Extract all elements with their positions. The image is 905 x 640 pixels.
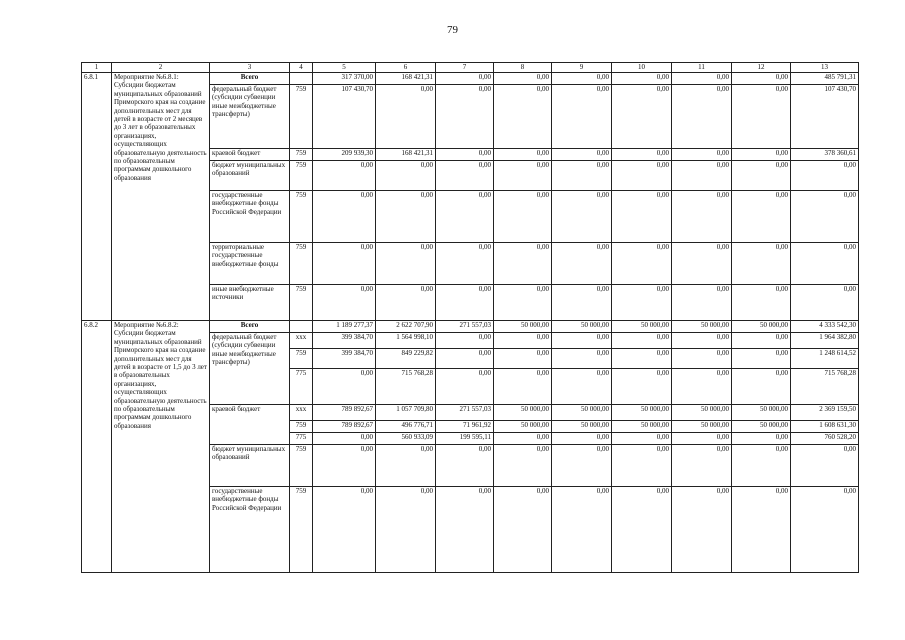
column-header: 13 — [791, 63, 859, 73]
value-cell: 317 370,00 — [313, 73, 376, 85]
total-cell: 0,00 — [791, 285, 859, 321]
total-cell: 1 248 614,52 — [791, 349, 859, 369]
value-cell: 0,00 — [612, 445, 672, 487]
value-cell: 496 776,71 — [376, 421, 436, 433]
value-cell: 0,00 — [436, 487, 494, 573]
total-cell: 0,00 — [791, 487, 859, 573]
value-cell: 0,00 — [376, 487, 436, 573]
value-cell: 50 000,00 — [552, 405, 612, 421]
total-cell: 4 333 542,30 — [791, 321, 859, 333]
value-cell: 0,00 — [376, 285, 436, 321]
budget-table — [81, 62, 859, 573]
value-cell: 0,00 — [612, 369, 672, 405]
value-cell: 50 000,00 — [612, 421, 672, 433]
value-cell: 0,00 — [313, 285, 376, 321]
value-cell: 271 557,03 — [436, 321, 494, 333]
funding-source: государственные внебюджетные фонды Российской Федерации — [210, 487, 290, 573]
measure-name: Мероприятие №6.8.1: Субсидии бюджетам муниципальных образований Приморского края на создание дополнительных мест для детей в возрасте от 2 месяцев до 3 лет в образовательных организациях, осуществляющих образовательную деятельность по образовательным программам дошкольного образования — [112, 73, 210, 321]
value-cell: 0,00 — [612, 161, 672, 191]
budget-code: 759 — [290, 149, 313, 161]
value-cell: 0,00 — [552, 433, 612, 445]
funding-source: Всего — [210, 73, 290, 85]
budget-code: 759 — [290, 85, 313, 149]
value-cell: 0,00 — [672, 433, 732, 445]
funding-source: федеральный бюджет (субсидии субвенции иные межбюджетные трансферты) — [210, 85, 290, 149]
budget-code: 759 — [290, 349, 313, 369]
value-cell: 50 000,00 — [732, 405, 791, 421]
funding-source: краевой бюджет — [210, 405, 290, 445]
value-cell: 0,00 — [612, 285, 672, 321]
value-cell: 0,00 — [732, 487, 791, 573]
funding-source: иные внебюджетные источники — [210, 285, 290, 321]
value-cell: 399 384,70 — [313, 349, 376, 369]
total-cell: 0,00 — [791, 243, 859, 285]
value-cell: 789 892,67 — [313, 421, 376, 433]
value-cell: 0,00 — [672, 487, 732, 573]
value-cell: 0,00 — [552, 73, 612, 85]
funding-source: бюджет муниципальных образований — [210, 445, 290, 487]
value-cell: 0,00 — [732, 285, 791, 321]
funding-source: федеральный бюджет (субсидии субвенции иные межбюджетные трансферты) — [210, 333, 290, 405]
value-cell: 0,00 — [672, 349, 732, 369]
value-cell: 50 000,00 — [494, 421, 552, 433]
value-cell: 2 622 707,90 — [376, 321, 436, 333]
value-cell: 199 595,11 — [436, 433, 494, 445]
value-cell: 0,00 — [376, 243, 436, 285]
value-cell: 0,00 — [552, 487, 612, 573]
value-cell: 0,00 — [313, 487, 376, 573]
value-cell: 0,00 — [313, 243, 376, 285]
value-cell: 107 430,70 — [313, 85, 376, 149]
column-header-row — [82, 63, 859, 73]
column-header: 4 — [290, 63, 313, 73]
value-cell: 0,00 — [436, 445, 494, 487]
value-cell: 560 933,09 — [376, 433, 436, 445]
value-cell: 715 768,28 — [376, 369, 436, 405]
value-cell: 0,00 — [732, 333, 791, 349]
total-cell: 0,00 — [791, 191, 859, 243]
table-row — [82, 73, 859, 85]
budget-code — [290, 73, 313, 85]
value-cell: 0,00 — [436, 161, 494, 191]
column-header: 7 — [436, 63, 494, 73]
total-cell: 1 608 631,30 — [791, 421, 859, 433]
value-cell: 0,00 — [313, 161, 376, 191]
value-cell: 0,00 — [436, 369, 494, 405]
total-cell: 2 369 159,50 — [791, 405, 859, 421]
value-cell: 0,00 — [612, 149, 672, 161]
funding-source: территориальные государственные внебюджетные фонды — [210, 243, 290, 285]
value-cell: 0,00 — [376, 445, 436, 487]
value-cell: 50 000,00 — [494, 405, 552, 421]
value-cell: 0,00 — [436, 243, 494, 285]
value-cell: 0,00 — [612, 487, 672, 573]
value-cell: 0,00 — [672, 161, 732, 191]
value-cell: 0,00 — [494, 333, 552, 349]
budget-code: 759 — [290, 421, 313, 433]
total-cell: 107 430,70 — [791, 85, 859, 149]
value-cell: 50 000,00 — [552, 421, 612, 433]
value-cell: 0,00 — [732, 73, 791, 85]
total-cell: 0,00 — [791, 445, 859, 487]
budget-code: 759 — [290, 285, 313, 321]
value-cell: 0,00 — [494, 161, 552, 191]
value-cell: 0,00 — [313, 433, 376, 445]
value-cell: 0,00 — [494, 445, 552, 487]
value-cell: 0,00 — [436, 85, 494, 149]
value-cell: 0,00 — [552, 369, 612, 405]
budget-code: 759 — [290, 161, 313, 191]
column-header: 2 — [112, 63, 210, 73]
value-cell: 0,00 — [552, 149, 612, 161]
value-cell: 0,00 — [732, 369, 791, 405]
budget-code: 759 — [290, 191, 313, 243]
value-cell: 0,00 — [672, 285, 732, 321]
value-cell: 0,00 — [612, 243, 672, 285]
value-cell: 0,00 — [494, 487, 552, 573]
column-header: 8 — [494, 63, 552, 73]
value-cell: 0,00 — [313, 369, 376, 405]
value-cell: 50 000,00 — [494, 321, 552, 333]
budget-code: xxx — [290, 333, 313, 349]
column-header: 12 — [732, 63, 791, 73]
measure-number: 6.8.2 — [82, 321, 112, 573]
value-cell: 50 000,00 — [552, 321, 612, 333]
column-header: 5 — [313, 63, 376, 73]
value-cell: 168 421,31 — [376, 149, 436, 161]
value-cell: 50 000,00 — [612, 321, 672, 333]
value-cell: 0,00 — [672, 445, 732, 487]
value-cell: 0,00 — [436, 149, 494, 161]
value-cell: 0,00 — [552, 349, 612, 369]
value-cell: 168 421,31 — [376, 73, 436, 85]
value-cell: 0,00 — [376, 191, 436, 243]
value-cell: 0,00 — [732, 149, 791, 161]
value-cell: 0,00 — [376, 161, 436, 191]
value-cell: 0,00 — [672, 369, 732, 405]
value-cell: 50 000,00 — [612, 405, 672, 421]
value-cell: 0,00 — [612, 73, 672, 85]
value-cell: 0,00 — [732, 243, 791, 285]
value-cell: 0,00 — [494, 73, 552, 85]
value-cell: 0,00 — [494, 85, 552, 149]
value-cell: 0,00 — [672, 85, 732, 149]
value-cell: 50 000,00 — [732, 321, 791, 333]
table-row — [82, 321, 859, 333]
column-header: 3 — [210, 63, 290, 73]
funding-source: государственные внебюджетные фонды Российской Федерации — [210, 191, 290, 243]
measure-number: 6.8.1 — [82, 73, 112, 321]
value-cell: 50 000,00 — [672, 321, 732, 333]
budget-code: xxx — [290, 405, 313, 421]
value-cell: 0,00 — [612, 191, 672, 243]
value-cell: 0,00 — [732, 85, 791, 149]
value-cell: 0,00 — [552, 161, 612, 191]
value-cell: 0,00 — [494, 349, 552, 369]
value-cell: 1 189 277,37 — [313, 321, 376, 333]
total-cell: 378 360,61 — [791, 149, 859, 161]
value-cell: 0,00 — [552, 85, 612, 149]
value-cell: 0,00 — [436, 191, 494, 243]
value-cell: 399 384,70 — [313, 333, 376, 349]
value-cell: 0,00 — [494, 285, 552, 321]
measure-name: Мероприятие №6.8.2: Субсидии бюджетам муниципальных образований Приморского края на создание дополнительных мест для детей в возрасте от 1,5 до 3 лет в образовательных организациях, осуществляющих образовательную деятельность по образовательным программам дошкольного образования — [112, 321, 210, 573]
value-cell: 0,00 — [612, 85, 672, 149]
value-cell: 0,00 — [672, 333, 732, 349]
value-cell: 0,00 — [732, 191, 791, 243]
value-cell: 0,00 — [494, 191, 552, 243]
funding-source: Всего — [210, 321, 290, 333]
value-cell: 0,00 — [494, 243, 552, 285]
value-cell: 0,00 — [612, 349, 672, 369]
value-cell: 789 892,67 — [313, 405, 376, 421]
budget-code: 759 — [290, 243, 313, 285]
value-cell: 50 000,00 — [672, 421, 732, 433]
value-cell: 271 557,03 — [436, 405, 494, 421]
value-cell: 0,00 — [552, 191, 612, 243]
total-cell: 760 528,20 — [791, 433, 859, 445]
budget-code: 775 — [290, 433, 313, 445]
value-cell: 0,00 — [552, 333, 612, 349]
value-cell: 0,00 — [612, 333, 672, 349]
value-cell: 0,00 — [436, 349, 494, 369]
column-header: 1 — [82, 63, 112, 73]
column-header: 6 — [376, 63, 436, 73]
column-header: 9 — [552, 63, 612, 73]
budget-code: 759 — [290, 487, 313, 573]
total-cell: 715 768,28 — [791, 369, 859, 405]
value-cell: 0,00 — [436, 285, 494, 321]
value-cell: 0,00 — [672, 243, 732, 285]
funding-source: краевой бюджет — [210, 149, 290, 161]
value-cell: 0,00 — [732, 161, 791, 191]
value-cell: 0,00 — [672, 73, 732, 85]
budget-code — [290, 321, 313, 333]
funding-source: бюджет муниципальных образований — [210, 161, 290, 191]
value-cell: 0,00 — [436, 333, 494, 349]
value-cell: 0,00 — [494, 433, 552, 445]
total-cell: 1 964 382,80 — [791, 333, 859, 349]
budget-code: 759 — [290, 445, 313, 487]
value-cell: 0,00 — [672, 191, 732, 243]
column-header: 11 — [672, 63, 732, 73]
value-cell: 0,00 — [732, 445, 791, 487]
value-cell: 0,00 — [494, 149, 552, 161]
value-cell: 0,00 — [552, 285, 612, 321]
value-cell: 0,00 — [732, 349, 791, 369]
value-cell: 0,00 — [552, 243, 612, 285]
value-cell: 0,00 — [313, 191, 376, 243]
value-cell: 209 939,30 — [313, 149, 376, 161]
value-cell: 0,00 — [376, 85, 436, 149]
value-cell: 0,00 — [494, 369, 552, 405]
value-cell: 0,00 — [436, 73, 494, 85]
value-cell: 1 564 998,10 — [376, 333, 436, 349]
value-cell: 0,00 — [732, 433, 791, 445]
total-cell: 0,00 — [791, 161, 859, 191]
value-cell: 0,00 — [672, 149, 732, 161]
page-number: 79 — [447, 24, 458, 36]
value-cell: 71 961,92 — [436, 421, 494, 433]
total-cell: 485 791,31 — [791, 73, 859, 85]
budget-code: 775 — [290, 369, 313, 405]
value-cell: 1 057 709,80 — [376, 405, 436, 421]
value-cell: 0,00 — [612, 433, 672, 445]
value-cell: 0,00 — [552, 445, 612, 487]
value-cell: 849 229,82 — [376, 349, 436, 369]
column-header: 10 — [612, 63, 672, 73]
value-cell: 50 000,00 — [672, 405, 732, 421]
value-cell: 50 000,00 — [732, 421, 791, 433]
value-cell: 0,00 — [313, 445, 376, 487]
